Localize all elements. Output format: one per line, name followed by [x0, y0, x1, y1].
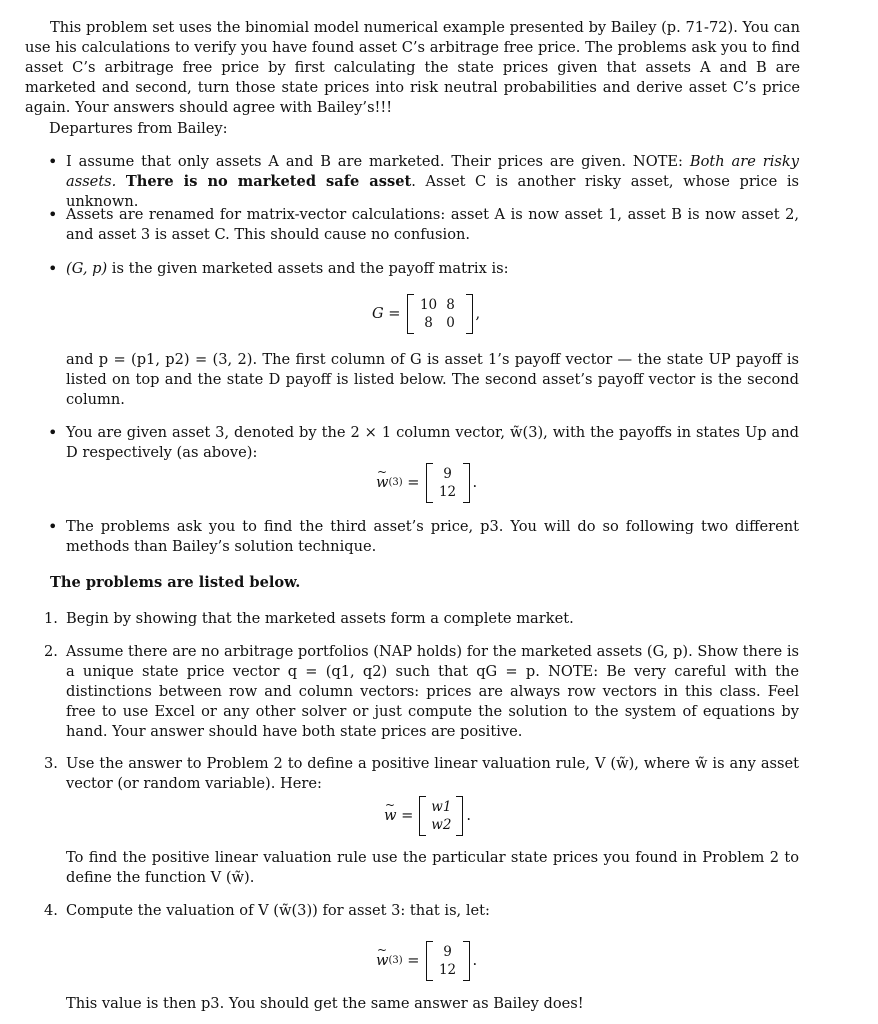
- matrix-g-equation: G = 10 8 8 0 ,: [372, 294, 480, 334]
- departures-label: Departures from Bailey:: [49, 120, 228, 137]
- vector-w-label: ~ w: [384, 806, 397, 826]
- problems-heading: The problems are listed below.: [50, 574, 301, 591]
- bullet-1: I assume that only assets A and B are marketed. Their prices are given. NOTE: Both are risky assets. There is no marketed safe asset. Asset C is another risky asset, whose price is unknown.: [66, 153, 800, 210]
- bullet-2: Assets are renamed for matrix-vector calculations: asset A is now asset 1, asset B is now asset 2, and asset 3 is asset C. This should cause no confusion.: [66, 206, 799, 243]
- bullet-dot: •: [48, 205, 58, 224]
- left-bracket: [407, 294, 414, 334]
- vector-cell: w1: [431, 799, 452, 815]
- problem-2: Assume there are no arbitrage portfolios (NAP holds) for the marketed assets (G, p). Show there is a unique state price vector q = (q1, q2) such that qG = p. NOTE: Be very careful with the distinctions between row and column vectors: prices are always row vectors in this class. Feel free to use Excel or any other solver or just compute the solution to the system of equations by hand. Your answer should have both state prices are positive.: [66, 643, 799, 740]
- problem-number: 3.: [44, 755, 58, 772]
- right-bracket: [466, 294, 473, 334]
- matrix-cell: 8: [424, 315, 433, 331]
- problem-3: Use the answer to Problem 2 to define a positive linear valuation rule, V (w̃), where w̃ is any asset vector (or random variable). Here:: [66, 755, 799, 792]
- problem-number: 2.: [44, 643, 58, 660]
- vector-w3-label: ~ w: [376, 473, 389, 493]
- right-bracket: [463, 463, 470, 503]
- vector-w3-equation: ~ w (3) = 9 12 .: [376, 463, 477, 503]
- problem-1: Begin by showing that the marketed assets form a complete market.: [66, 610, 574, 627]
- vector-cell: 12: [438, 962, 457, 978]
- bullet-3: (G, p) is the given marketed assets and the payoff matrix is:: [66, 260, 509, 277]
- vector-w-equation: ~ w = w1 w2 .: [384, 796, 471, 836]
- right-bracket: [463, 941, 470, 981]
- vector-w3: [433, 943, 463, 979]
- left-bracket: [426, 941, 433, 981]
- matrix-cell: 8: [446, 297, 455, 313]
- bullet-4: You are given asset 3, denoted by the 2 × 1 column vector, w̃(3), with the payoffs in states Up and D respectively (as above):: [66, 424, 799, 461]
- matrix-cell: 0: [446, 315, 455, 331]
- bullet-dot: •: [48, 517, 58, 536]
- vector-cell: 9: [443, 466, 452, 482]
- vector-cell: 12: [438, 484, 457, 500]
- right-bracket: [456, 796, 463, 836]
- problem-number: 1.: [44, 610, 58, 627]
- problem-3-continued: To find the positive linear valuation rule use the particular state prices you found in Problem 2 to define the function V (w̃).: [66, 849, 799, 886]
- problem-number: 4.: [44, 902, 58, 919]
- intro-paragraph: This problem set uses the binomial model numerical example presented by Bailey (p. 71-72). You can use his calculations to verify you have found asset C’s arbitrage free price. The problems ask you to find asset C’s arbitrage free price by first calculating the state prices given that assets A and B are marketed and second, turn those state prices into risk neutral probabilities and derive asset C’s price again. Your answers should agree with Bailey’s!!!: [25, 19, 800, 116]
- problem-4: Compute the valuation of V (w̃(3)) for asset 3: that is, let:: [66, 902, 490, 919]
- bullet-1-bold: There is no marketed safe asset: [125, 173, 412, 190]
- vector-cell: 9: [443, 944, 452, 960]
- bullet-3-math: (G, p): [66, 260, 108, 277]
- vector-cell: w2: [431, 817, 452, 833]
- problem-4-continued: This value is then p3. You should get the same answer as Bailey does!: [66, 995, 584, 1012]
- matrix-cell: 10: [419, 297, 438, 313]
- vector-w3-equation-2: ~ w (3) = 9 12 .: [376, 941, 477, 981]
- bullet-dot: •: [48, 152, 58, 171]
- vector-w3-label: ~ w: [376, 951, 389, 971]
- bullet-dot: •: [48, 259, 58, 278]
- left-bracket: [419, 796, 426, 836]
- matrix-g: [414, 296, 466, 332]
- vector-w: [426, 798, 456, 834]
- bullet-3-continued: and p = (p1, p2) = (3, 2). The first column of G is asset 1’s payoff vector — the state UP payoff is listed on top and the state D payoff is listed below. The second asset’s payoff vector is the second column.: [66, 351, 799, 408]
- bullet-1-italic: Both are risky assets.: [66, 153, 799, 190]
- matrix-g-label: G =: [372, 305, 401, 322]
- left-bracket: [426, 463, 433, 503]
- bullet-dot: •: [48, 423, 58, 442]
- bullet-5: The problems ask you to find the third asset’s price, p3. You will do so following two different methods than Bailey’s solution technique.: [66, 518, 799, 555]
- vector-w3: [433, 465, 463, 501]
